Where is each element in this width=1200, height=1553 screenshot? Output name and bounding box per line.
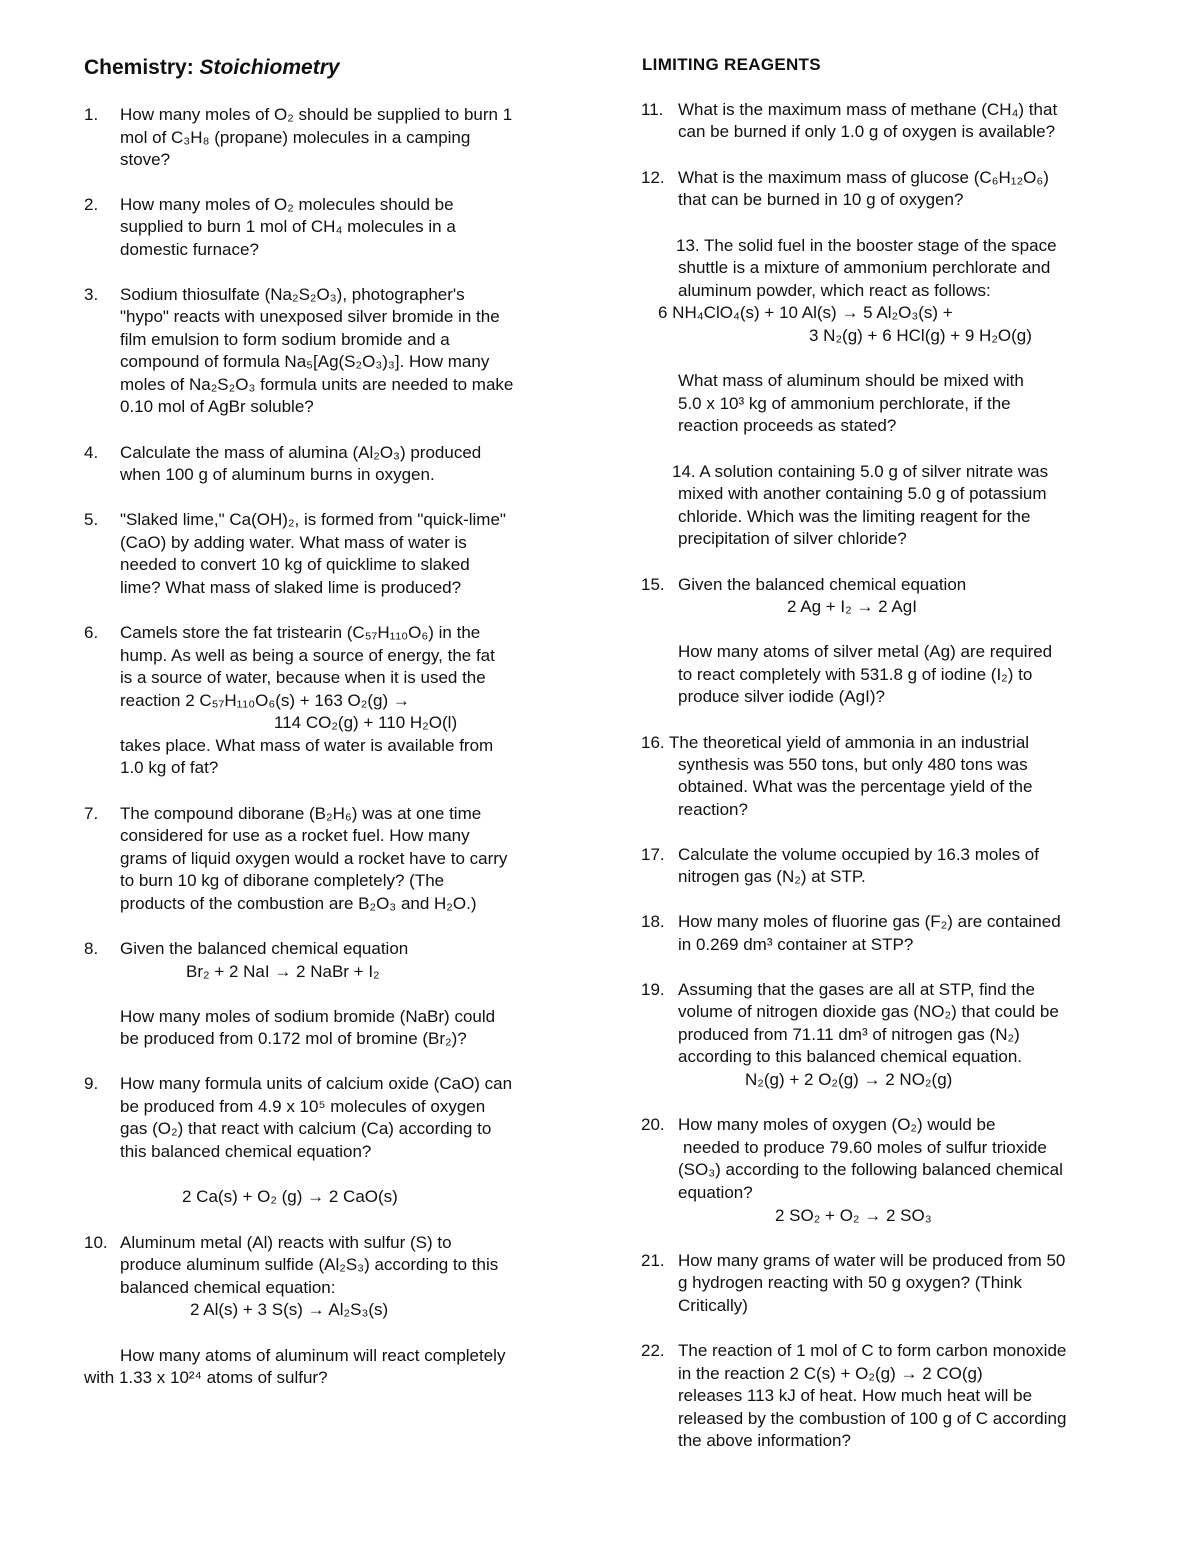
title-prefix: Chemistry: xyxy=(84,56,194,79)
question-number: 17. xyxy=(641,845,665,864)
question-number: 8. xyxy=(84,939,99,958)
question-line: 1.0 kg of fat? xyxy=(120,758,219,777)
question-line: lime? What mass of slaked lime is produced? xyxy=(120,578,462,597)
question-line: that can be burned in 10 g of oxygen? xyxy=(678,190,964,209)
question-line: How many atoms of aluminum will react completely xyxy=(120,1346,506,1365)
equation-line: 2 SO₂ + O₂ → 2 SO₃ xyxy=(775,1206,932,1225)
question-line: is a source of water, because when it is used the xyxy=(120,668,486,687)
question-line: (CaO) by adding water. What mass of water is xyxy=(120,533,467,552)
question-line: produce silver iodide (AgI)? xyxy=(678,687,885,706)
question-line: Calculate the volume occupied by 16.3 moles of xyxy=(678,845,1039,864)
equation-line: 2 Ca(s) + O₂ (g) → 2 CaO(s) xyxy=(182,1187,398,1206)
question-number: 11. xyxy=(641,100,664,119)
question-line: the above information? xyxy=(678,1431,851,1450)
question-line: Assuming that the gases are all at STP, find the xyxy=(678,980,1035,999)
equation-line: 6 NH₄ClO₄(s) + 10 Al(s) → 5 Al₂O₃(s) + xyxy=(658,303,953,322)
question-line: Given the balanced chemical equation xyxy=(678,575,967,594)
question-line: nitrogen gas (N₂) at STP. xyxy=(678,867,866,886)
question-line: synthesis was 550 tons, but only 480 tons was xyxy=(678,755,1028,774)
question-line: in the reaction 2 C(s) + O₂(g) → 2 CO(g) xyxy=(678,1364,983,1383)
question-line: this balanced chemical equation? xyxy=(120,1142,372,1161)
question-line: How many grams of water will be produced from 50 xyxy=(678,1251,1066,1270)
question-line: be produced from 4.9 x 10⁵ molecules of oxygen xyxy=(120,1097,486,1116)
question-number: 9. xyxy=(84,1074,99,1093)
question-line: in 0.269 dm³ container at STP? xyxy=(678,935,914,954)
question-line: produce aluminum sulfide (Al₂S₃) according to this xyxy=(120,1255,499,1274)
question-line: released by the combustion of 100 g of C according xyxy=(678,1409,1067,1428)
question-number: 12. xyxy=(641,168,665,187)
question-line: Sodium thiosulfate (Na₂S₂O₃), photographer's xyxy=(120,285,465,304)
section-heading: LIMITING REAGENTS xyxy=(642,55,821,74)
equation-line: reaction 2 C₅₇H₁₁₀O₆(s) + 163 O₂(g) → xyxy=(120,691,410,710)
question-line: be produced from 0.172 mol of bromine (Br₂)? xyxy=(120,1029,467,1048)
question-line: Critically) xyxy=(678,1296,748,1315)
question-line: hump. As well as being a source of energy, the fat xyxy=(120,646,495,665)
question-line: 13. The solid fuel in the booster stage of the space xyxy=(676,236,1057,255)
equation-line: 2 Ag + I₂ → 2 AgI xyxy=(787,597,917,616)
equation-line: N₂(g) + 2 O₂(g) → 2 NO₂(g) xyxy=(745,1070,953,1089)
equation-line: 114 CO₂(g) + 110 H₂O(l) xyxy=(274,713,458,732)
question-line: film emulsion to form sodium bromide and a xyxy=(120,330,450,349)
question-line: How many moles of O₂ should be supplied to burn 1 xyxy=(120,105,513,124)
question-line: balanced chemical equation: xyxy=(120,1278,336,1297)
question-line: equation? xyxy=(678,1183,753,1202)
question-line: to burn 10 kg of diborane completely? (The xyxy=(120,871,445,890)
equation-line: 2 Al(s) + 3 S(s) → Al₂S₃(s) xyxy=(190,1300,389,1319)
question-line: How many moles of oxygen (O₂) would be xyxy=(678,1115,996,1134)
page-title xyxy=(84,55,340,81)
question-number: 10. xyxy=(84,1233,108,1252)
question-line: g hydrogen reacting with 50 g oxygen? (Think xyxy=(678,1273,1022,1292)
question-line: considered for use as a rocket fuel. How many xyxy=(120,826,470,845)
question-line: reaction? xyxy=(678,800,748,819)
equation-line: Br₂ + 2 NaI → 2 NaBr + I₂ xyxy=(186,962,380,981)
question-line: How many moles of fluorine gas (F₂) are contained xyxy=(678,912,1061,931)
question-number: 4. xyxy=(84,443,99,462)
question-line: volume of nitrogen dioxide gas (NO₂) that could be xyxy=(678,1002,1059,1021)
question-line: How many moles of O₂ molecules should be xyxy=(120,195,454,214)
question-line: 16. The theoretical yield of ammonia in an industrial xyxy=(641,733,1030,752)
question-line: gas (O₂) that react with calcium (Ca) according to xyxy=(120,1119,492,1138)
question-line: products of the combustion are B₂O₃ and H₂O.) xyxy=(120,894,477,913)
question-line: chloride. Which was the limiting reagent for the xyxy=(678,507,1031,526)
question-line: aluminum powder, which react as follows: xyxy=(678,281,991,300)
question-line: "Slaked lime," Ca(OH)₂, is formed from "quick-lime" xyxy=(120,510,506,529)
title-topic: Stoichiometry xyxy=(199,56,340,79)
question-line: can be burned if only 1.0 g of oxygen is available? xyxy=(678,122,1056,141)
question-line: obtained. What was the percentage yield of the xyxy=(678,777,1033,796)
question-line: How many formula units of calcium oxide (CaO) can xyxy=(120,1074,513,1093)
question-line: supplied to burn 1 mol of CH₄ molecules in a xyxy=(120,217,456,236)
question-line: Aluminum metal (Al) reacts with sulfur (S) to xyxy=(120,1233,452,1252)
question-line: releases 113 kJ of heat. How much heat will be xyxy=(678,1386,1033,1405)
question-line: Camels store the fat tristearin (C₅₇H₁₁₀O₆) in the xyxy=(120,623,481,642)
question-line: mixed with another containing 5.0 g of potassium xyxy=(678,484,1047,503)
question-line: to react completely with 531.8 g of iodine (I₂) to xyxy=(678,665,1033,684)
question-line: reaction proceeds as stated? xyxy=(678,416,897,435)
question-number: 21. xyxy=(641,1251,665,1270)
question-number: 18. xyxy=(641,912,665,931)
question-number: 7. xyxy=(84,804,99,823)
question-line: 0.10 mol of AgBr soluble? xyxy=(120,397,314,416)
question-number: 15. xyxy=(641,575,665,594)
question-line: shuttle is a mixture of ammonium perchlorate and xyxy=(678,258,1051,277)
question-number: 22. xyxy=(641,1341,665,1360)
question-line: domestic furnace? xyxy=(120,240,259,259)
question-line: What mass of aluminum should be mixed with xyxy=(678,371,1024,390)
question-number: 1. xyxy=(84,105,99,124)
question-line: Given the balanced chemical equation xyxy=(120,939,409,958)
question-line: stove? xyxy=(120,150,171,169)
question-line: mol of C₃H₈ (propane) molecules in a camping xyxy=(120,128,471,147)
question-line: "hypo" reacts with unexposed silver bromide in the xyxy=(120,307,500,326)
question-number: 6. xyxy=(84,623,99,642)
question-number: 2. xyxy=(84,195,99,214)
question-line: needed to convert 10 kg of quicklime to slaked xyxy=(120,555,470,574)
question-line: moles of Na₂S₂O₃ formula units are needed to make xyxy=(120,375,514,394)
question-line: The reaction of 1 mol of C to form carbon monoxide xyxy=(678,1341,1067,1360)
question-line: What is the maximum mass of glucose (C₆H₁₂O₆) xyxy=(678,168,1049,187)
question-line: 5.0 x 10³ kg of ammonium perchlorate, if the xyxy=(678,394,1011,413)
question-line: needed to produce 79.60 moles of sulfur trioxide xyxy=(683,1138,1047,1157)
question-line: What is the maximum mass of methane (CH₄) that xyxy=(678,100,1058,119)
question-line: 14. A solution containing 5.0 g of silver nitrate was xyxy=(672,462,1049,481)
question-number: 5. xyxy=(84,510,99,529)
question-line: with 1.33 x 10²⁴ atoms of sulfur? xyxy=(84,1368,328,1387)
question-line: compound of formula Na₅[Ag(S₂O₃)₃]. How many xyxy=(120,352,490,371)
equation-line: 3 N₂(g) + 6 HCl(g) + 9 H₂O(g) xyxy=(809,326,1032,345)
question-line: takes place. What mass of water is available from xyxy=(120,736,494,755)
question-line: according to this balanced chemical equation. xyxy=(678,1047,1022,1066)
question-number: 3. xyxy=(84,285,99,304)
question-line: grams of liquid oxygen would a rocket have to carry xyxy=(120,849,508,868)
question-line: when 100 g of aluminum burns in oxygen. xyxy=(120,465,435,484)
question-line: produced from 71.11 dm³ of nitrogen gas (N₂) xyxy=(678,1025,1020,1044)
question-line: (SO₃) according to the following balanced chemical xyxy=(678,1160,1063,1179)
question-number: 20. xyxy=(641,1115,665,1134)
question-line: How many atoms of silver metal (Ag) are required xyxy=(678,642,1053,661)
question-number: 19. xyxy=(641,980,665,999)
question-line: Calculate the mass of alumina (Al₂O₃) produced xyxy=(120,443,482,462)
question-line: precipitation of silver chloride? xyxy=(678,529,907,548)
question-line: The compound diborane (B₂H₆) was at one time xyxy=(120,804,482,823)
question-line: How many moles of sodium bromide (NaBr) could xyxy=(120,1007,496,1026)
